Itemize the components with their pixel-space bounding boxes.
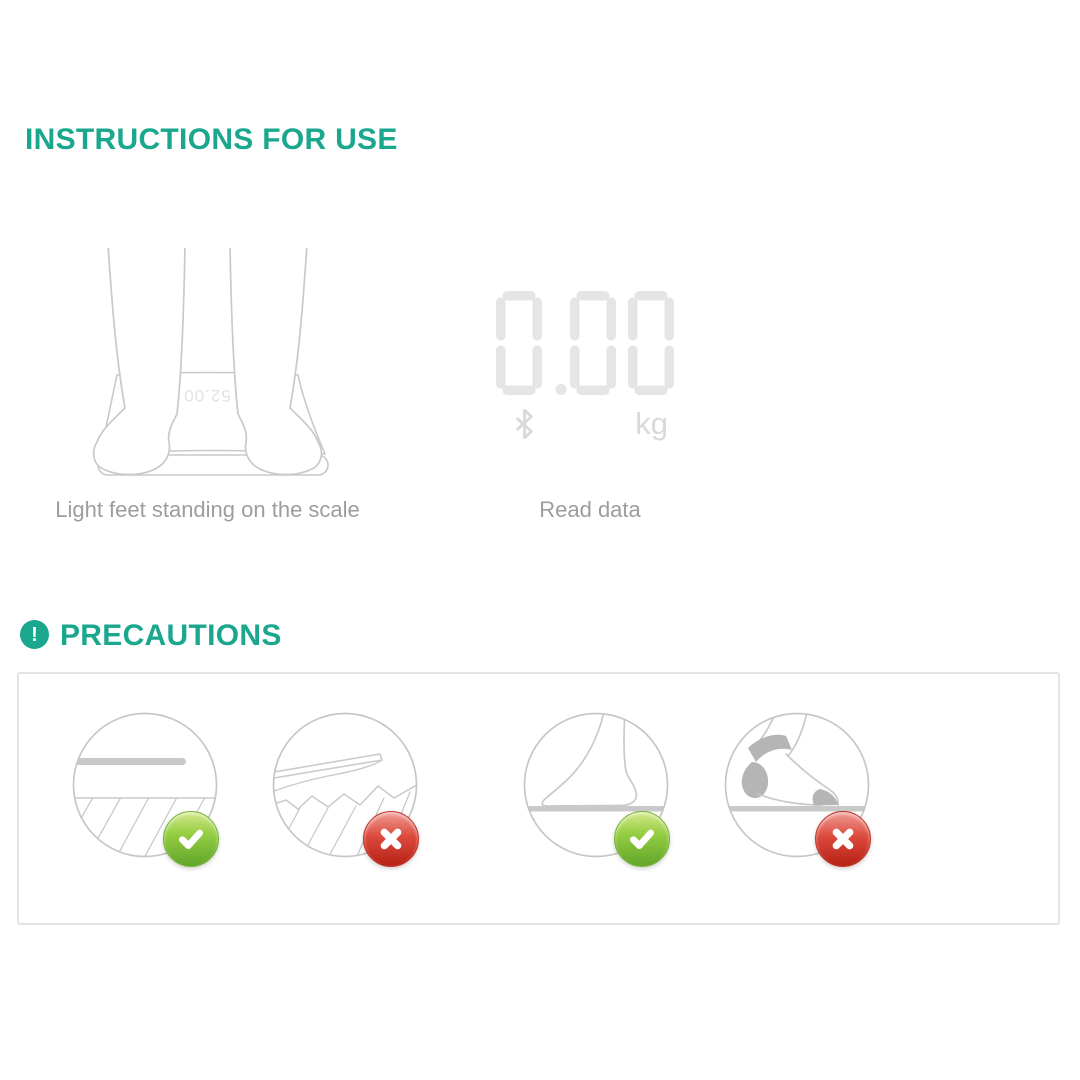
- precaution-bare-foot: [521, 710, 671, 860]
- precaution-sock-foot: [722, 710, 872, 860]
- precautions-title: PRECAUTIONS: [60, 619, 282, 652]
- instructions-title: INSTRUCTIONS FOR USE: [25, 123, 398, 156]
- check-icon: [626, 823, 658, 855]
- step2-caption: Read data: [539, 497, 641, 522]
- cross-icon: [375, 823, 407, 855]
- alert-icon: !: [20, 620, 49, 649]
- status-badge: [363, 811, 419, 867]
- step1-caption: Light feet standing on the scale: [55, 497, 360, 522]
- seven-segment-value: [496, 291, 674, 395]
- precautions-panel: [17, 672, 1060, 925]
- status-badge: [163, 811, 219, 867]
- unit-label: kg: [635, 406, 668, 441]
- check-icon: [175, 823, 207, 855]
- cross-icon: [827, 823, 859, 855]
- scale-lcd-display: [496, 291, 676, 439]
- scale-face-readout: 52.00: [183, 386, 231, 405]
- status-badge: [614, 811, 670, 867]
- bluetooth-icon: [516, 409, 533, 439]
- feet-on-scale-illustration: [85, 248, 335, 486]
- precaution-uneven-floor: [270, 710, 420, 860]
- status-badge: [815, 811, 871, 867]
- precaution-flat-floor: [70, 710, 220, 860]
